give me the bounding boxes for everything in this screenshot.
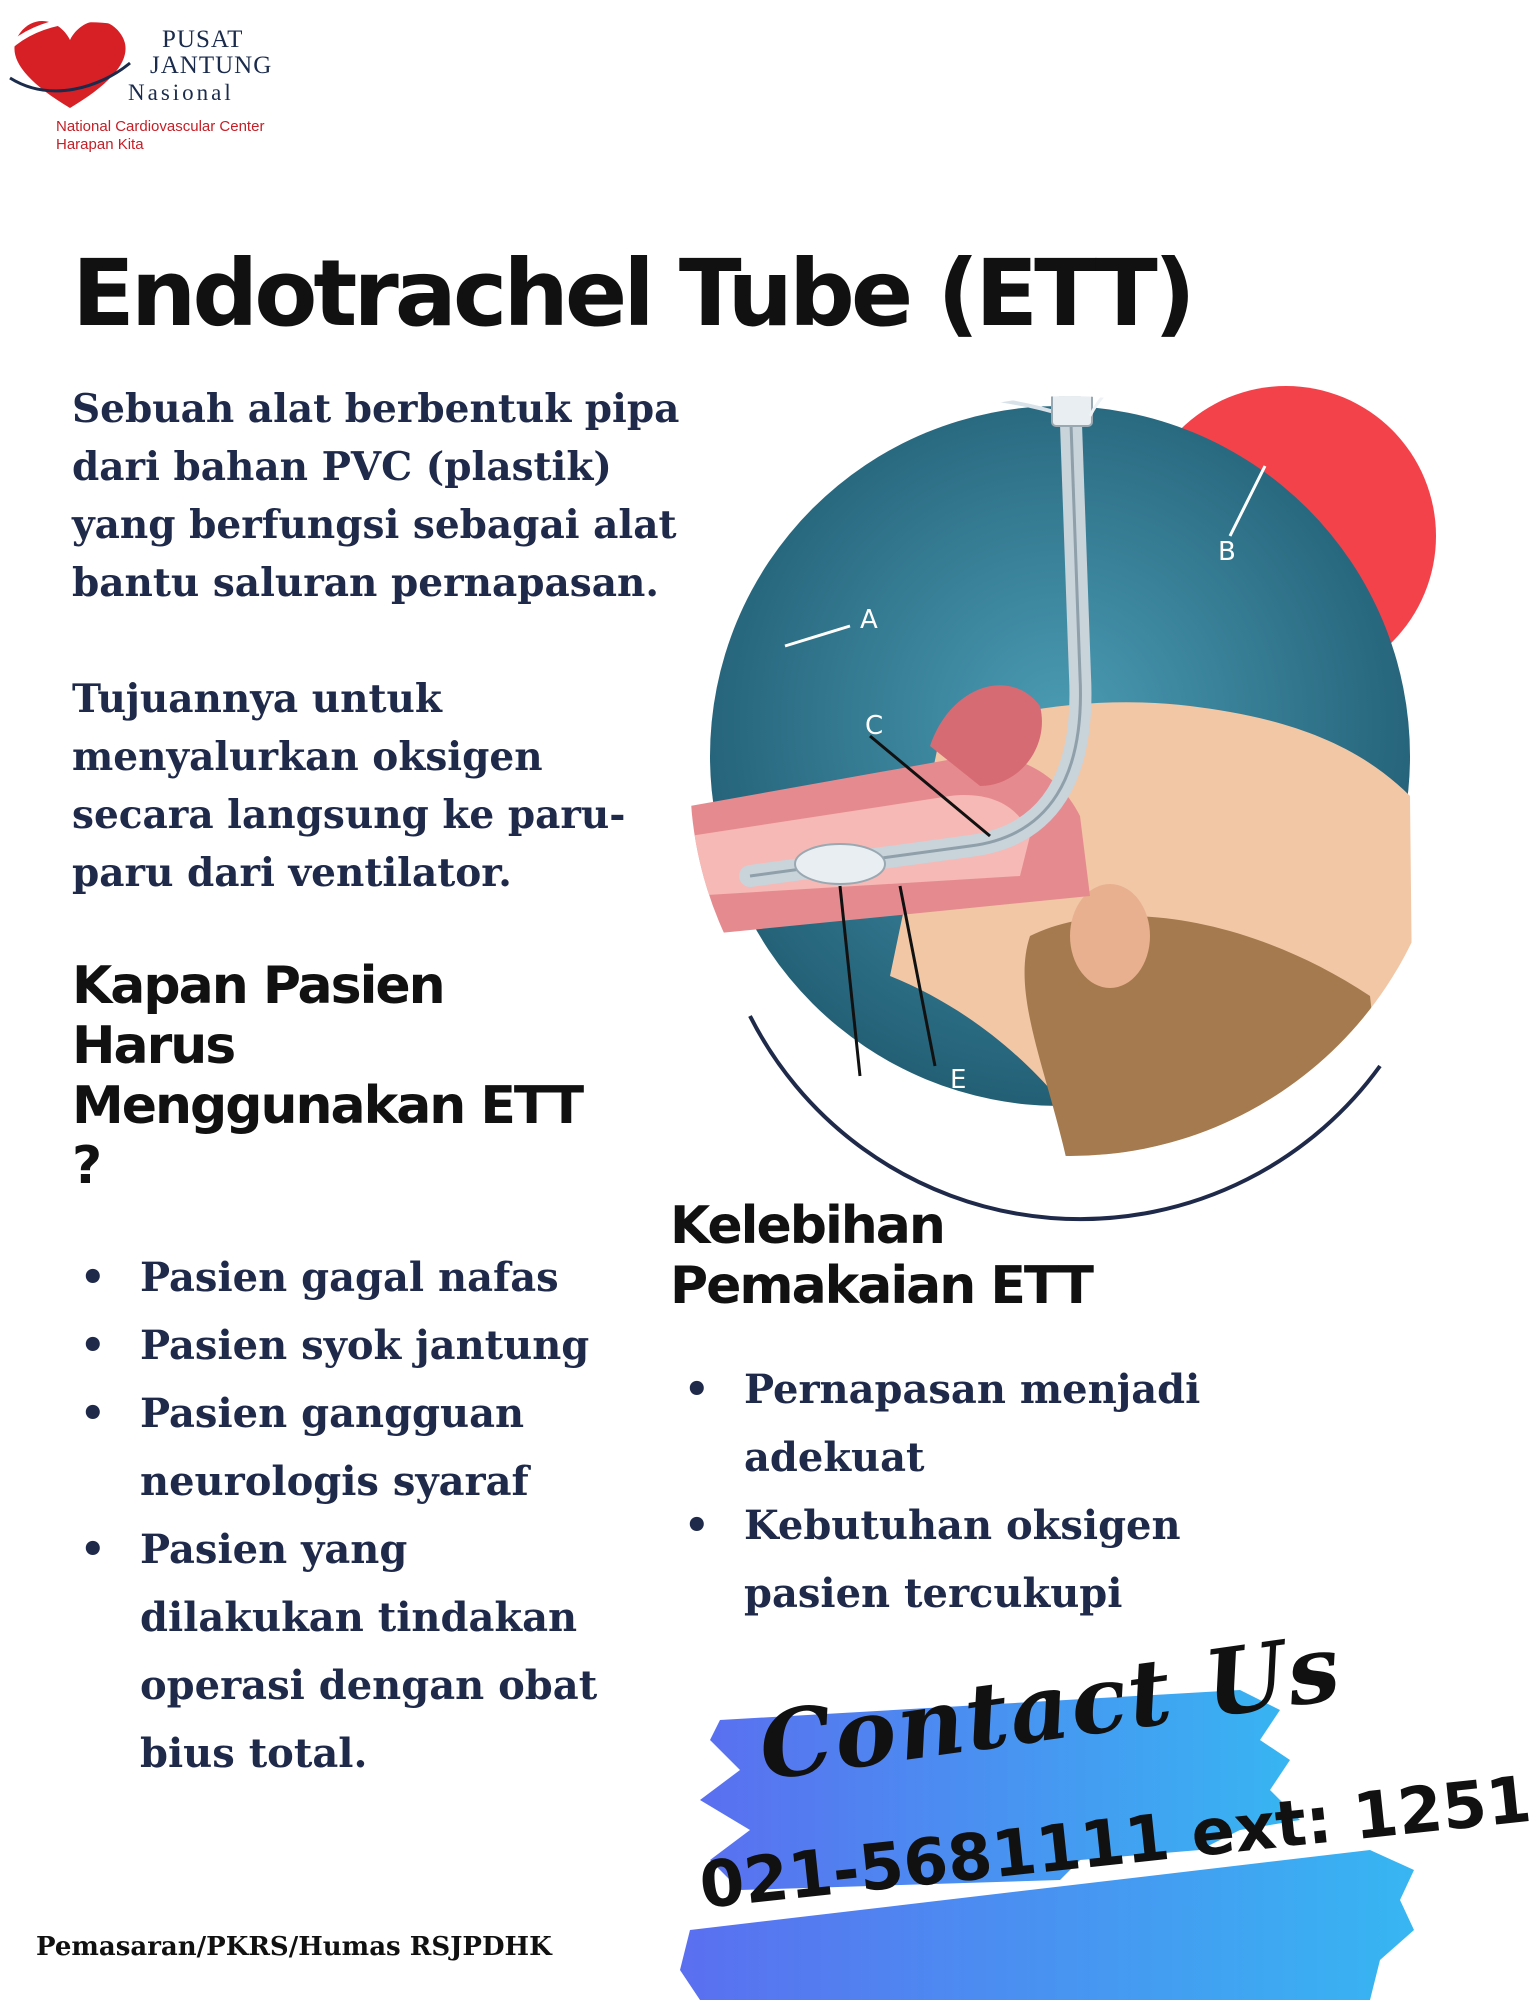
hospital-logo (0, 0, 300, 160)
intro-purpose: Tujuannya untuk menyalurkan oksigen secara langsung ke paru-paru dari ventilator. (72, 676, 626, 896)
heart-logo-icon (0, 8, 140, 118)
label-e: E (950, 1065, 967, 1095)
page-title: Endotrachel Tube (ETT) (72, 240, 1192, 347)
intro-definition: Sebuah alat berbentuk pipa dari bahan PVC (plastik) yang berfungsi sebagai alat bantu saluran pernapasan. (72, 386, 680, 606)
when-list (74, 1244, 634, 1788)
advantages-list (678, 1356, 1238, 1628)
intubation-diagram (690, 376, 1414, 1176)
ett-illustration (690, 376, 1414, 1176)
contact-title: Contact Us (752, 1612, 1348, 1802)
list-item: • Pasien gangguan neurologis syaraf (74, 1380, 634, 1516)
section-heading-advantages: Kelebihan Pemakaian ETT (670, 1196, 1093, 1316)
list-item: • Pasien yang dilakukan tindakan operasi dengan obat bius total. (74, 1516, 634, 1788)
logo-text-jantung: JANTUNG (150, 52, 273, 79)
logo-subtitle-1: National Cardiovascular Center (56, 118, 265, 135)
contact-phone[interactable]: 021-5681111 ext: 1251 (696, 1762, 1535, 1924)
section-heading-when: Kapan Pasien Harus Menggunakan ETT ? (72, 956, 583, 1196)
label-b: B (1218, 537, 1236, 567)
logo-text-pusat: PUSAT (162, 26, 244, 53)
footer-credit: Pemasaran/PKRS/Humas RSJPDHK (36, 1932, 552, 1962)
list-item: • Kebutuhan oksigen pasien tercukupi (678, 1492, 1238, 1628)
list-item: • Pasien gagal nafas (74, 1244, 634, 1312)
logo-subtitle-2: Harapan Kita (56, 136, 144, 153)
contact-block (680, 1612, 1535, 2000)
label-a: A (860, 605, 878, 635)
list-item: • Pasien syok jantung (74, 1312, 634, 1380)
label-d: D (890, 1075, 911, 1105)
list-item: • Pernapasan menjadi adekuat (678, 1356, 1238, 1492)
label-c: C (865, 711, 884, 741)
logo-text-nasional: Nasional (128, 80, 234, 105)
